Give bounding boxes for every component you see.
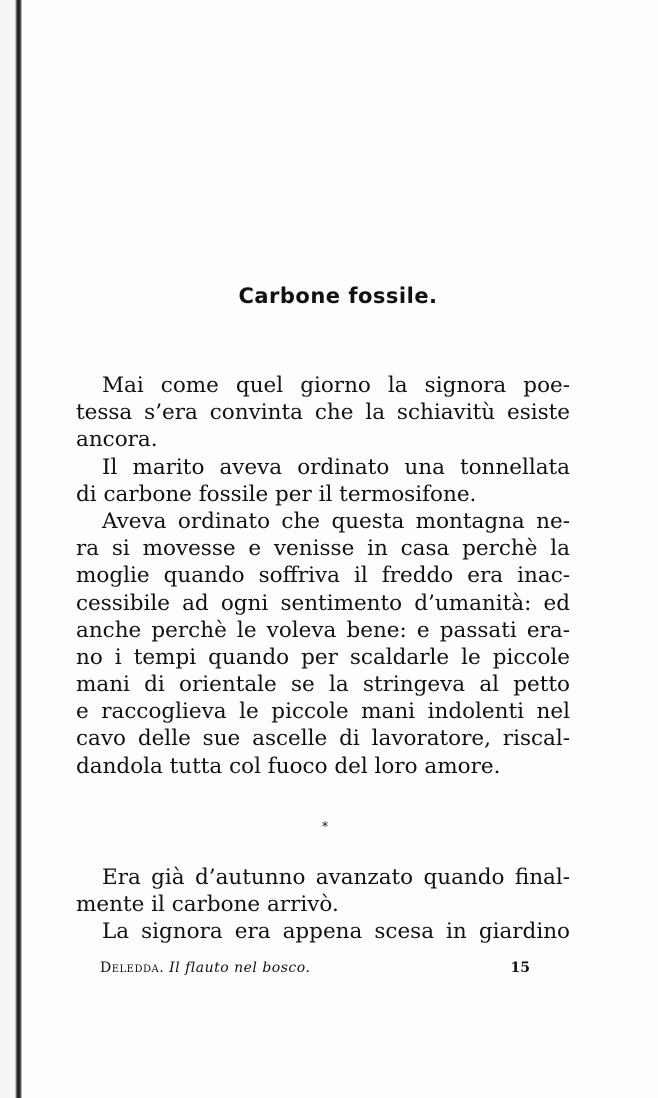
text-line: moglie quando soffriva il freddo era inac- bbox=[76, 563, 570, 589]
section-separator: * bbox=[321, 820, 329, 835]
text-line: dandola tutta col fuoco del loro amore. bbox=[76, 753, 501, 779]
text-line: La signora era appena scesa in giardino bbox=[102, 919, 570, 945]
text-line: Era già d’autunno avanzato quando final- bbox=[102, 865, 570, 890]
binding-edge bbox=[0, 0, 22, 1098]
text-block-main bbox=[76, 372, 570, 780]
text-line: ancora. bbox=[76, 427, 158, 453]
text-line: cessibile ad ogni sentimento d’umanità: ed bbox=[76, 590, 570, 616]
text-block-continued bbox=[76, 864, 570, 946]
text-line: Mai come quel giorno la signora poe- bbox=[102, 373, 570, 398]
text-line: Il marito aveva ordinato una tonnellata bbox=[102, 454, 570, 480]
text-line: e raccoglieva le piccole mani indolenti nel bbox=[76, 699, 570, 725]
text-line: ra si movesse e venisse in casa perchè la bbox=[76, 536, 570, 562]
text-line: mani di orientale se la stringeva al petto bbox=[76, 672, 570, 698]
chapter-title: Carbone fossile. bbox=[238, 284, 438, 308]
footer-book-title: Il flauto nel bosco. bbox=[169, 960, 311, 976]
text-line: tessa s’era convinta che la schiavitù esiste bbox=[76, 400, 570, 426]
text-line: Aveva ordinato che questa montagna ne- bbox=[102, 508, 570, 534]
footer-author: Deledda. bbox=[100, 960, 165, 976]
text-line: mente il carbone arrivò. bbox=[76, 892, 339, 918]
page-number: 15 bbox=[510, 960, 530, 976]
text-line: anche perchè le voleva bene: e passati era- bbox=[76, 617, 570, 643]
running-footer bbox=[100, 960, 310, 976]
text-line: no i tempi quando per scaldarle le piccole bbox=[76, 644, 570, 670]
text-line: cavo delle sue ascelle di lavoratore, riscal- bbox=[76, 726, 570, 752]
text-line: di carbone fossile per il termosifone. bbox=[76, 481, 477, 507]
